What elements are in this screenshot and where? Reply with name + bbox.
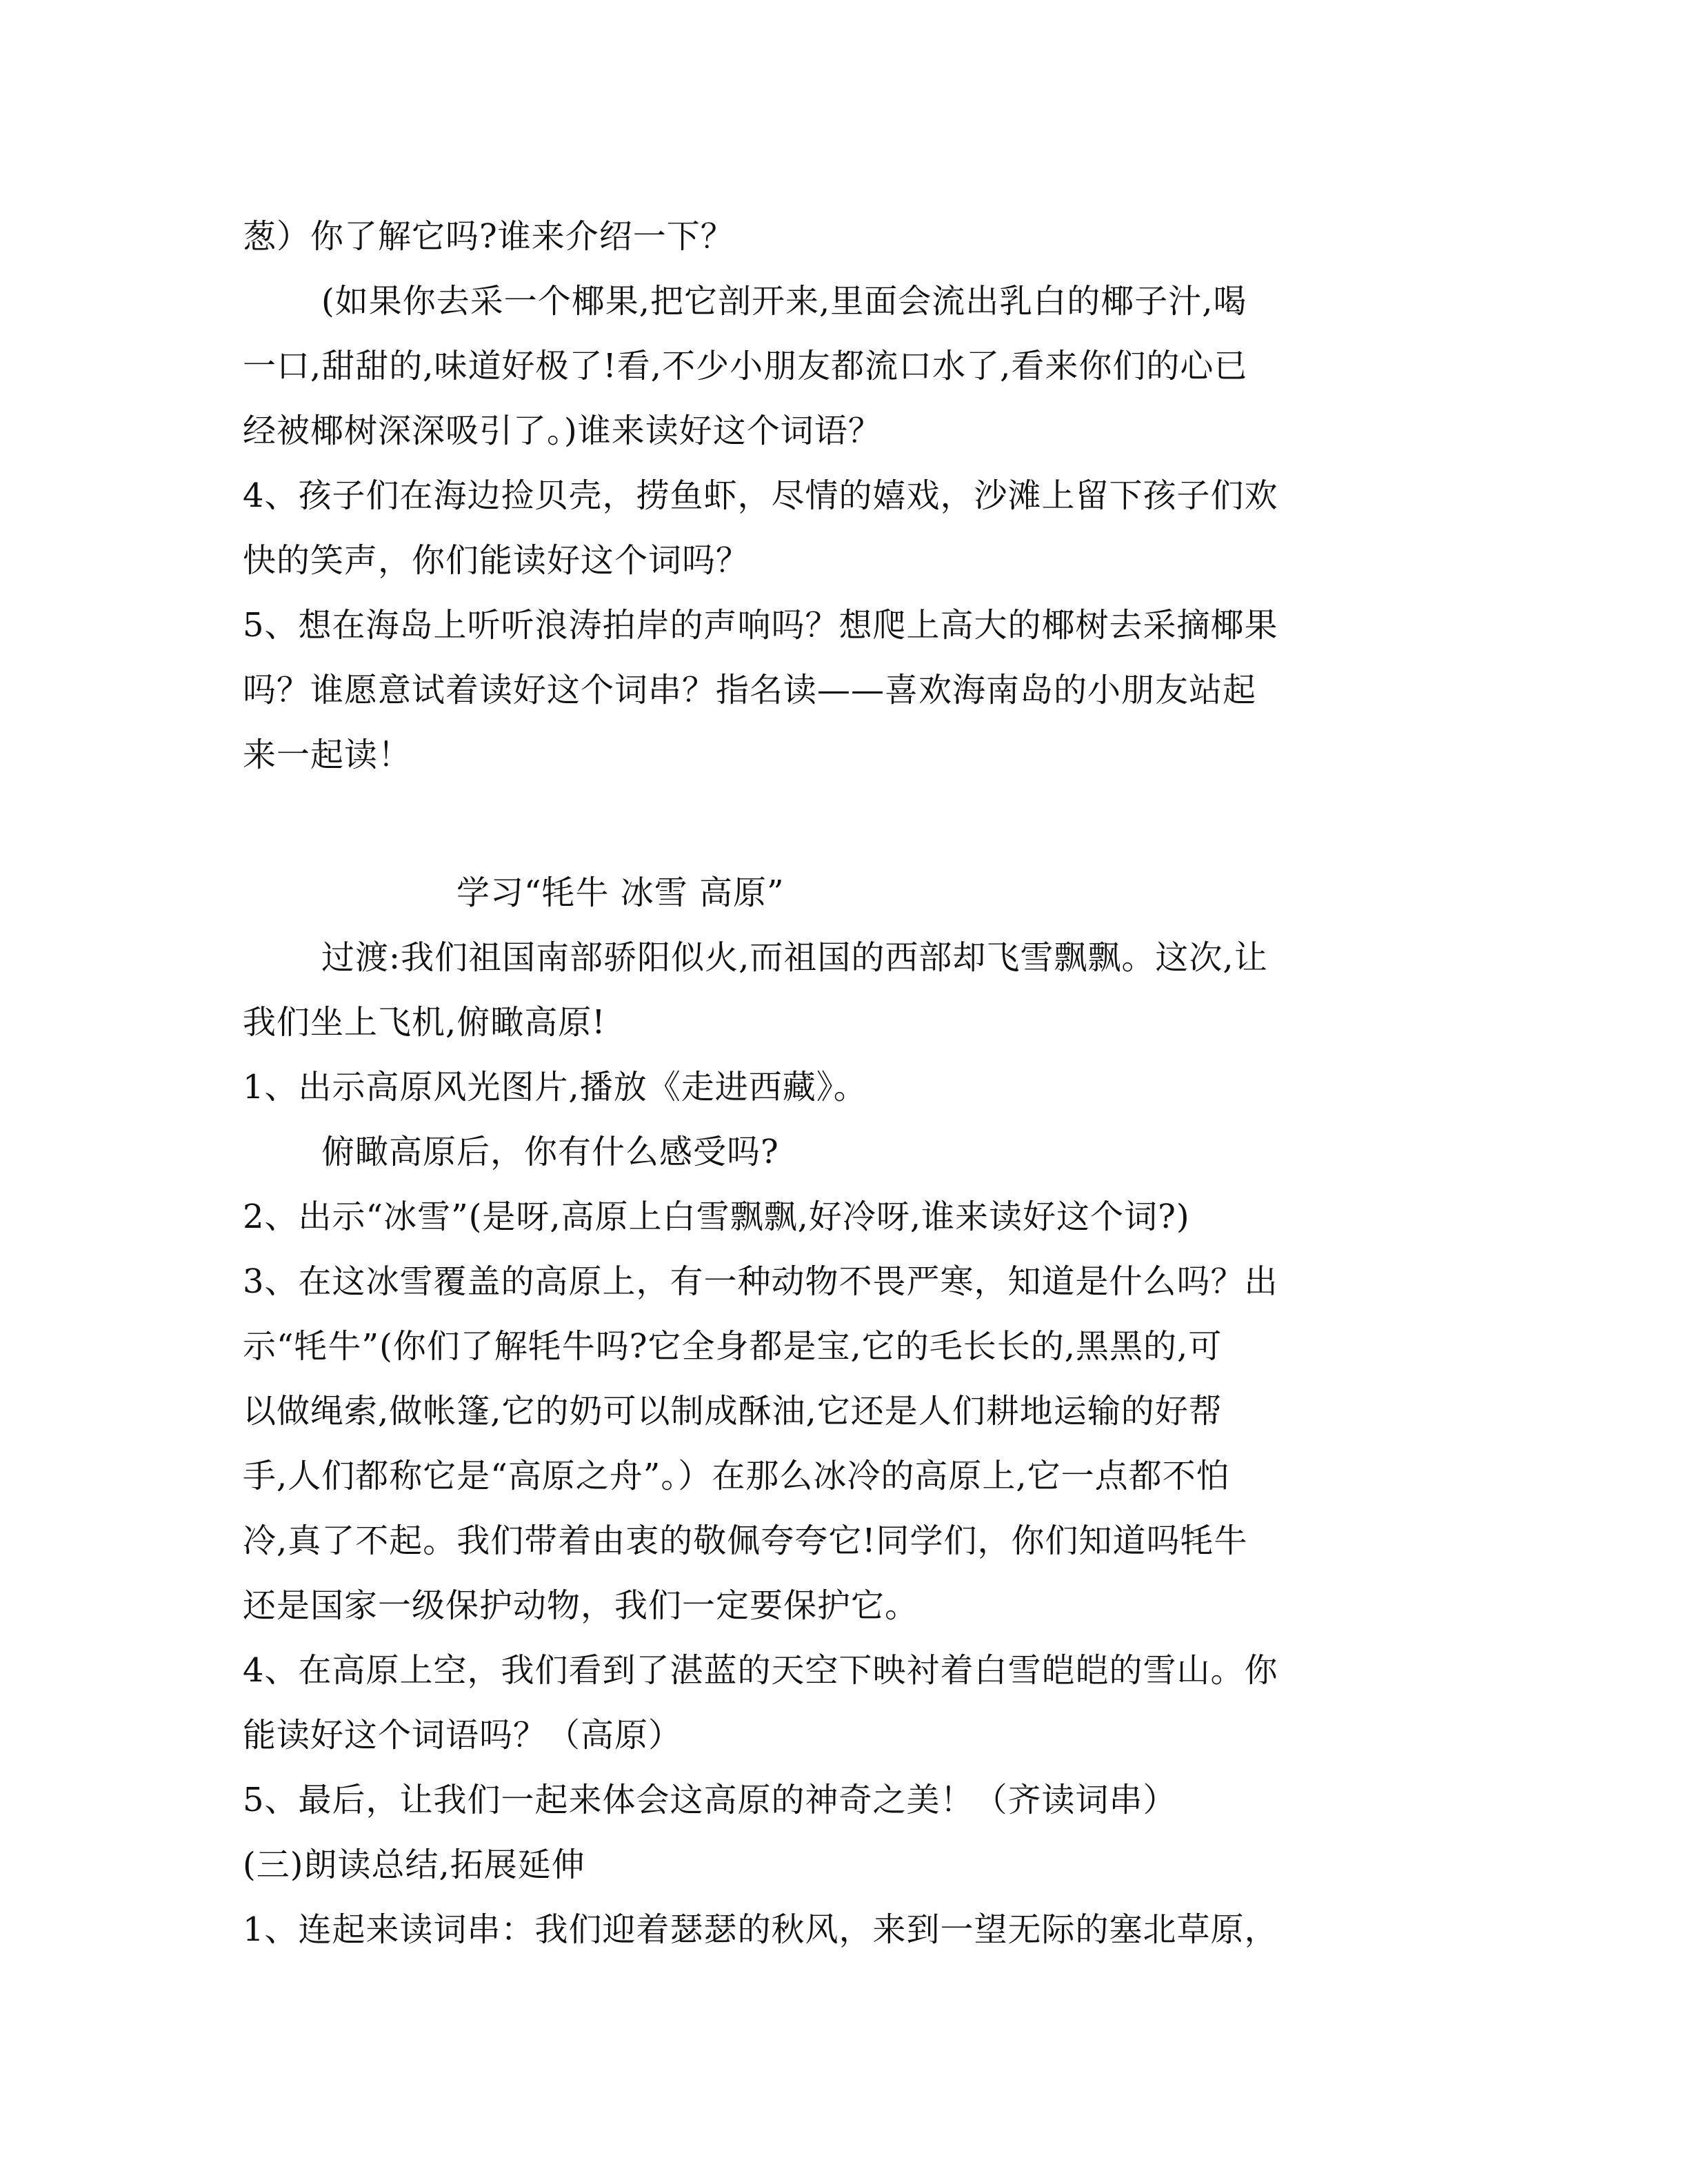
text-line: 冷,真了不起。我们带着由衷的敬佩夸夸它!同学们，你们知道吗牦牛 — [243, 1521, 1248, 1560]
text-line: 俯瞰高原后，你有什么感受吗? — [321, 1133, 779, 1171]
text-line: 一口,甜甜的,味道好极了!看,不少小朋友都流口水了,看来你们的心已 — [243, 347, 1248, 385]
text-line: 经被椰树深深吸引了。)谁来读好这个词语？ — [243, 412, 882, 450]
text-line: 2、出示“冰雪”(是呀,高原上白雪飘飘,好冷呀,谁来读好这个词?) — [243, 1197, 1190, 1236]
text-line: 能读好这个词语吗？（高原） — [243, 1716, 683, 1755]
text-line: 5、最后，让我们一起来体会这高原的神奇之美！（齐读词串） — [243, 1781, 1177, 1819]
text-line: 手,人们都称它是“高原之舟”。）在那么冰冷的高原上,它一点都不怕 — [243, 1457, 1230, 1495]
text-line: 3、在这冰雪覆盖的高原上，有一种动物不畏严寒，知道是什么吗？出 — [243, 1262, 1278, 1301]
text-line: 来一起读！ — [243, 736, 412, 774]
text-line: 4、在高原上空，我们看到了湛蓝的天空下映衬着白雪皑皑的雪山。你 — [243, 1651, 1278, 1690]
text-line: 快的笑声，你们能读好这个词吗？ — [243, 541, 750, 580]
text-line: 吗？谁愿意试着读好这个词串？指名读——喜欢海南岛的小朋友站起 — [243, 671, 1257, 709]
text-line: 还是国家一级保护动物，我们一定要保护它。 — [243, 1586, 919, 1625]
section-heading: 学习“牦牛 冰雪 高原” — [456, 873, 785, 912]
text-line: 4、孩子们在海边捡贝壳，捞鱼虾，尽情的嬉戏，沙滩上留下孩子们欢 — [243, 476, 1278, 515]
text-line: (三)朗读总结,拓展延伸 — [243, 1846, 585, 1884]
text-line: (如果你去采一个椰果,把它剖开来,里面会流出乳白的椰子汁,喝 — [321, 282, 1247, 321]
text-line: 以做绳索,做帐篷,它的奶可以制成酥油,它还是人们耕地运输的好帮 — [243, 1392, 1223, 1430]
text-line: 5、想在海岛上听听浪涛拍岸的声响吗？想爬上高大的椰树去采摘椰果 — [243, 606, 1278, 645]
text-line: 1、出示高原风光图片,播放《走进西藏》。 — [243, 1068, 867, 1106]
text-line: 葱）你了解它吗?谁来介绍一下？ — [243, 217, 734, 256]
text-line: 1、连起来读词串：我们迎着瑟瑟的秋风，来到一望无际的塞北草原， — [243, 1910, 1278, 1949]
text-line: 示“牦牛”(你们了解牦牛吗?它全身都是宝,它的毛长长的,黑黑的,可 — [243, 1327, 1223, 1366]
text-line: 过渡:我们祖国南部骄阳似火,而祖国的西部却飞雪飘飘。这次,让 — [321, 938, 1268, 977]
text-line: 我们坐上飞机,俯瞰高原! — [243, 1003, 606, 1042]
